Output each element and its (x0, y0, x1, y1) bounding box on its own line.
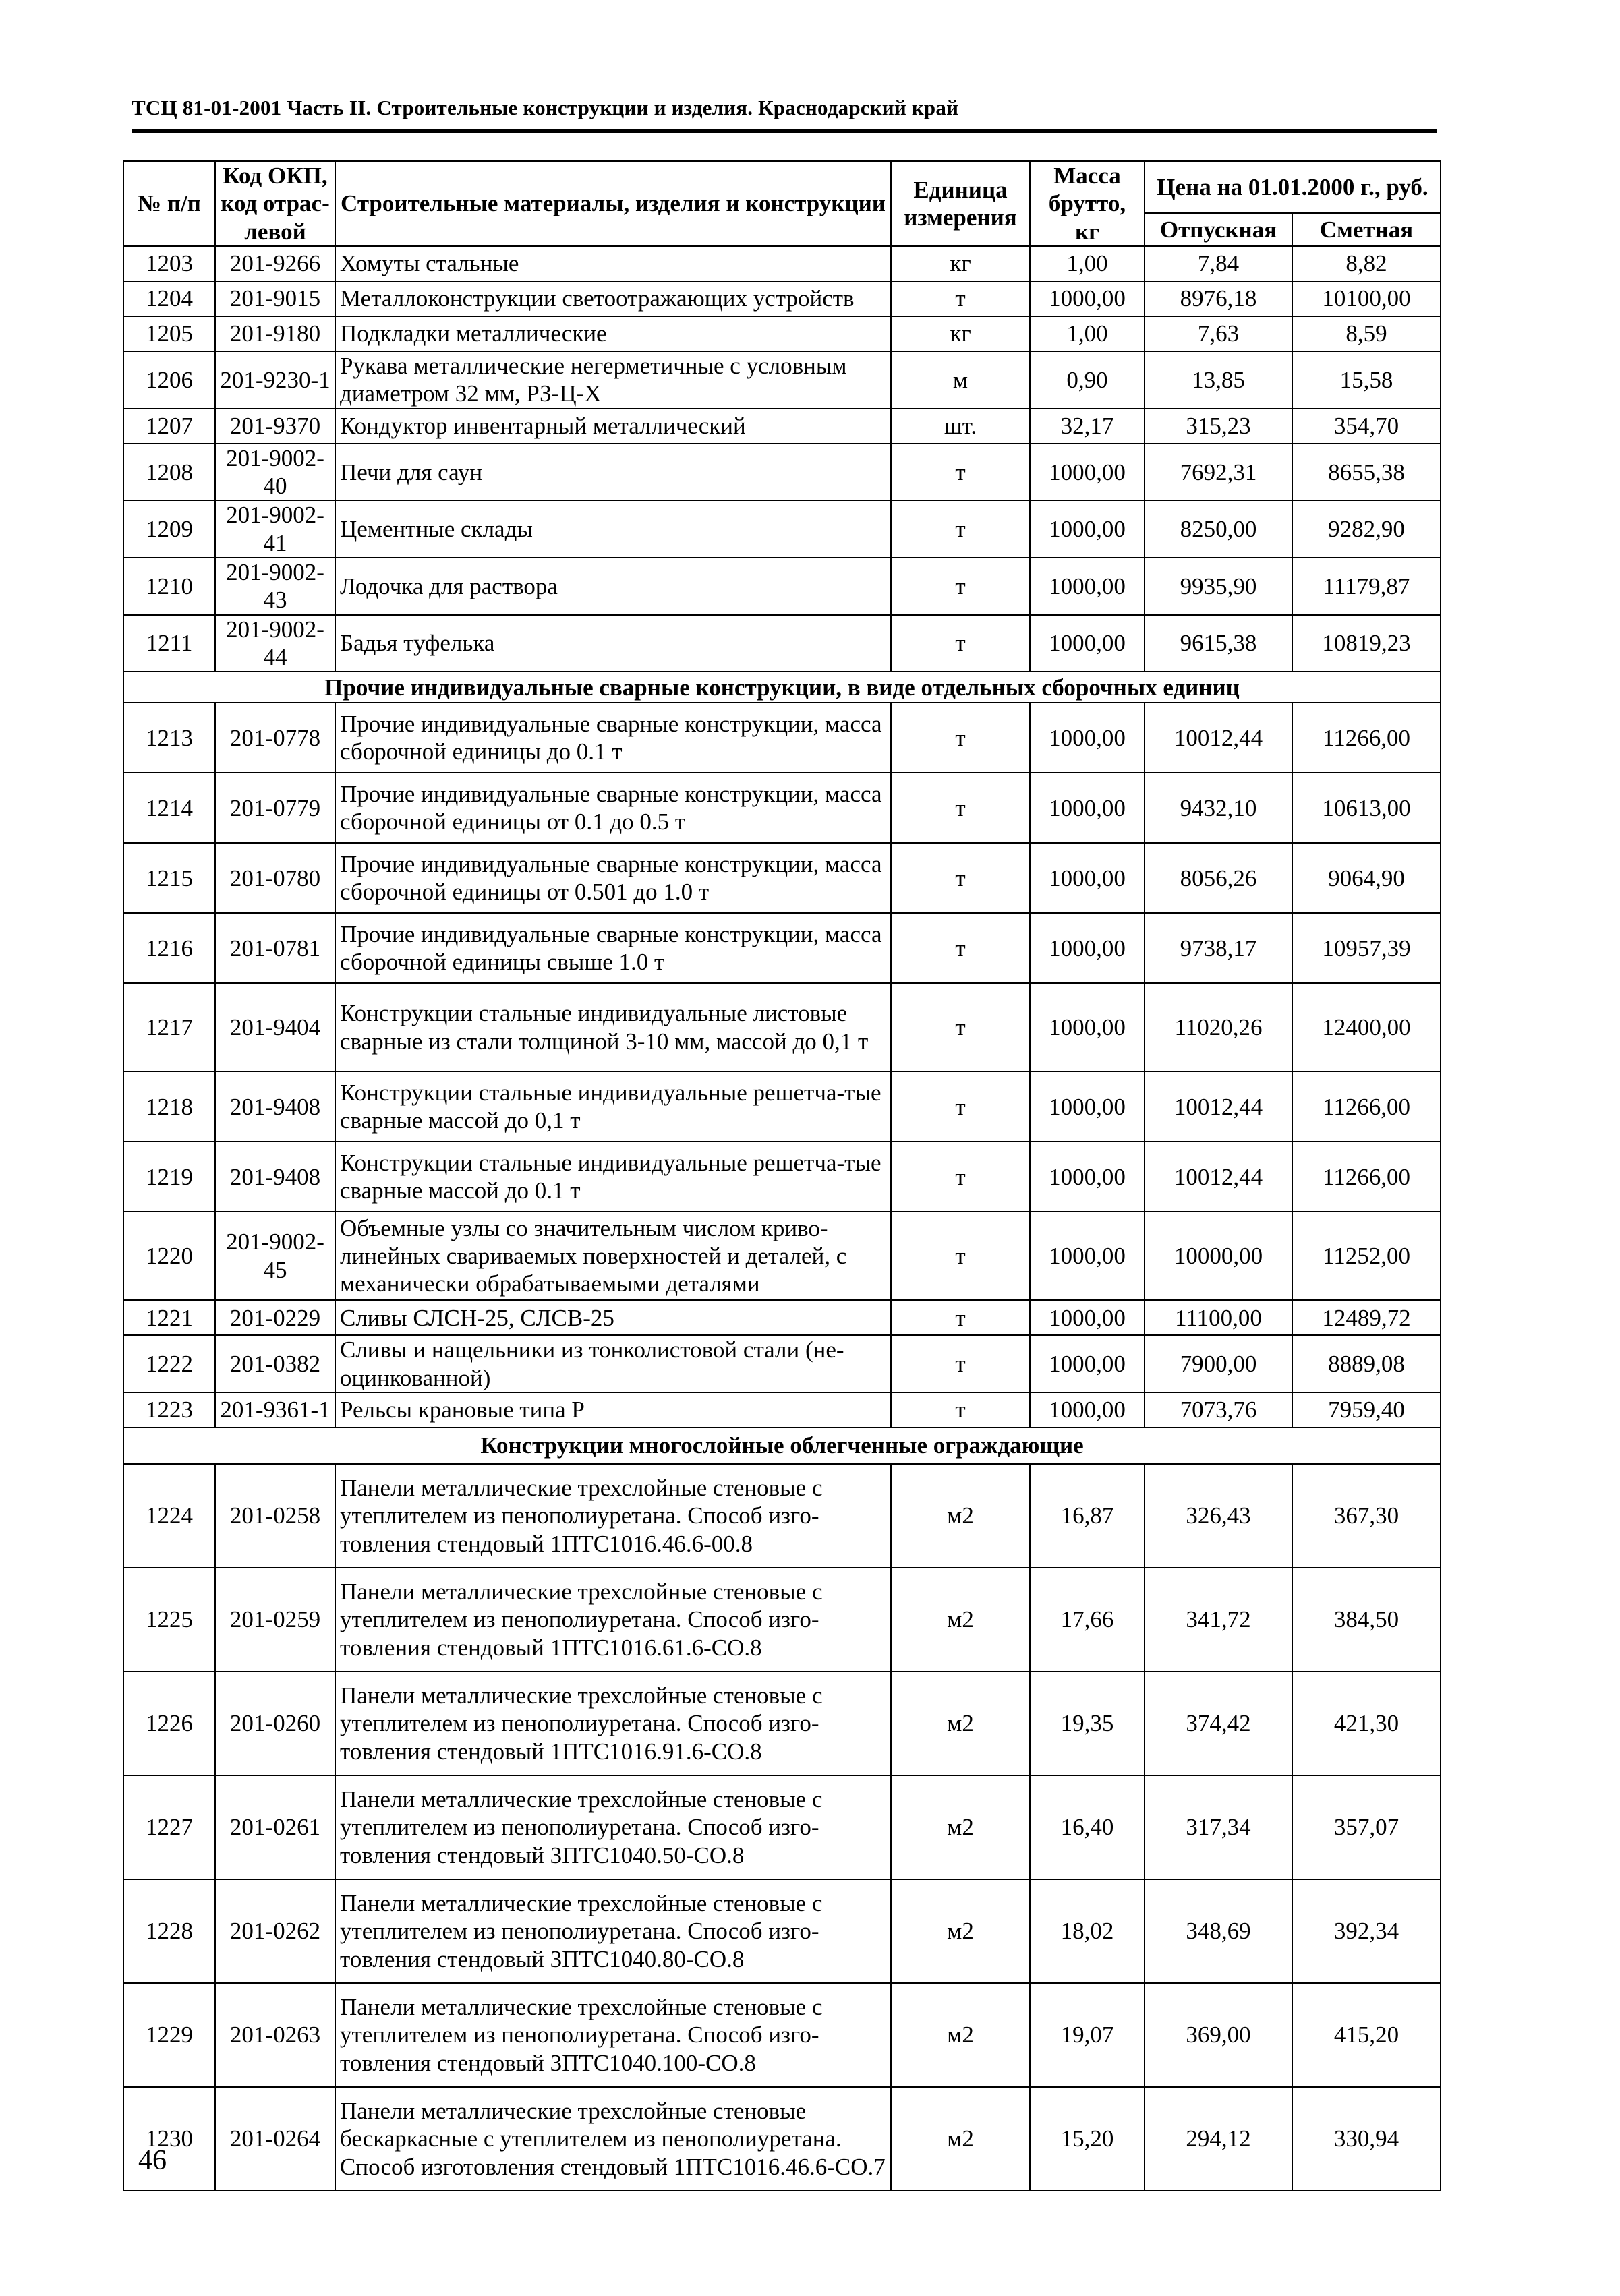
row-unit: т (891, 773, 1030, 843)
row-price-est: 10819,23 (1292, 615, 1441, 672)
table-row (123, 615, 1441, 672)
row-price-est: 8889,08 (1292, 1335, 1441, 1392)
section-title-multilayer: Конструкции многослойные облегченные ограждающие (123, 1427, 1441, 1464)
col-num-header: № п/п (123, 161, 215, 246)
row-code: 201-0382 (215, 1335, 335, 1392)
row-mass: 1000,00 (1030, 615, 1145, 672)
page-header: ТСЦ 81-01-2001 Часть II. Строительные конструкции и изделия. Краснодарский край (132, 96, 959, 119)
row-mass: 1000,00 (1030, 281, 1145, 316)
row-unit: т (891, 1212, 1030, 1300)
row-mass: 1000,00 (1030, 1212, 1145, 1300)
section-title-welded: Прочие индивидуальные сварные конструкции, в виде отдельных сборочных единиц (123, 672, 1441, 703)
row-code: 201-9361-1 (215, 1392, 335, 1427)
table-row (123, 2087, 1441, 2191)
row-unit: м2 (891, 1568, 1030, 1672)
row-unit: т (891, 1392, 1030, 1427)
row-num: 1230 (123, 2087, 215, 2191)
row-name: Сливы и нащельники из тонколистовой стали (не-оцинкованной) (335, 1335, 891, 1392)
row-code: 201-9408 (215, 1071, 335, 1142)
row-unit: кг (891, 316, 1030, 351)
row-code: 201-0262 (215, 1879, 335, 1983)
table-row (123, 246, 1441, 281)
row-num: 1221 (123, 1300, 215, 1335)
group3-body (123, 1464, 1441, 2191)
row-code: 201-0259 (215, 1568, 335, 1672)
group2-body (123, 703, 1441, 1427)
row-code: 201-9015 (215, 281, 335, 316)
row-mass: 1000,00 (1030, 913, 1145, 983)
row-unit: т (891, 558, 1030, 615)
row-mass: 1000,00 (1030, 1300, 1145, 1335)
col-code-header: Код ОКП, код отрас-левой (215, 161, 335, 246)
row-unit: м2 (891, 2087, 1030, 2191)
row-code: 201-9370 (215, 409, 335, 444)
row-price-est: 12400,00 (1292, 983, 1441, 1071)
row-price-out: 341,72 (1145, 1568, 1292, 1672)
row-unit: кг (891, 246, 1030, 281)
row-price-est: 12489,72 (1292, 1300, 1441, 1335)
row-name: Панели металлические трехслойные стеновые с утеплителем из пенополиуретана. Способ изго-товления стендовый 3ПТС1040.100-СО.8 (335, 1983, 891, 2087)
col-price-out-header: Отпускная (1145, 213, 1292, 246)
table-row (123, 1392, 1441, 1427)
row-code: 201-9230-1 (215, 351, 335, 409)
row-unit: м2 (891, 1464, 1030, 1568)
row-price-out: 11020,26 (1145, 983, 1292, 1071)
row-name: Конструкции стальные индивидуальные решетча-тые сварные массой до 0,1 т (335, 1071, 891, 1142)
row-mass: 1000,00 (1030, 500, 1145, 558)
row-mass: 16,40 (1030, 1775, 1145, 1879)
row-price-out: 10000,00 (1145, 1212, 1292, 1300)
row-name: Кондуктор инвентарный металлический (335, 409, 891, 444)
table-row (123, 444, 1441, 501)
row-num: 1214 (123, 773, 215, 843)
row-mass: 15,20 (1030, 2087, 1145, 2191)
price-table (123, 160, 1441, 2191)
row-mass: 1000,00 (1030, 1071, 1145, 1142)
row-code: 201-9002-43 (215, 558, 335, 615)
row-mass: 1000,00 (1030, 1392, 1145, 1427)
row-name: Цементные склады (335, 500, 891, 558)
row-name: Панели металлические трехслойные стеновые с утеплителем из пенополиуретана. Способ изго-товления стендовый 1ПТС1016.46.6-00.8 (335, 1464, 891, 1568)
row-mass: 1000,00 (1030, 1335, 1145, 1392)
col-price-group-header: Цена на 01.01.2000 г., руб. (1145, 161, 1441, 213)
row-name: Панели металлические трехслойные стеновые бескаркасные с утеплителем из пенополиуретана. Способ изготовления стендовый 1ПТС1016.46.6-СО.7 (335, 2087, 891, 2191)
row-price-out: 7,84 (1145, 246, 1292, 281)
row-code: 201-9002-41 (215, 500, 335, 558)
row-price-est: 9282,90 (1292, 500, 1441, 558)
row-price-out: 315,23 (1145, 409, 1292, 444)
row-price-est: 8,82 (1292, 246, 1441, 281)
row-num: 1207 (123, 409, 215, 444)
row-code: 201-9404 (215, 983, 335, 1071)
row-price-out: 8976,18 (1145, 281, 1292, 316)
row-price-est: 11252,00 (1292, 1212, 1441, 1300)
row-num: 1218 (123, 1071, 215, 1142)
col-name-header: Строительные материалы, изделия и конструкции (335, 161, 891, 246)
row-price-out: 374,42 (1145, 1672, 1292, 1775)
row-mass: 1,00 (1030, 316, 1145, 351)
row-code: 201-0778 (215, 703, 335, 773)
row-price-est: 10100,00 (1292, 281, 1441, 316)
row-unit: т (891, 500, 1030, 558)
row-price-est: 8,59 (1292, 316, 1441, 351)
row-unit: м2 (891, 1983, 1030, 2087)
row-code: 201-0260 (215, 1672, 335, 1775)
row-name: Панели металлические трехслойные стеновые с утеплителем из пенополиуретана. Способ изго-товления стендовый 1ПТС1016.91.6-СО.8 (335, 1672, 891, 1775)
row-price-out: 9935,90 (1145, 558, 1292, 615)
row-unit: м2 (891, 1879, 1030, 1983)
row-num: 1229 (123, 1983, 215, 2087)
table-row (123, 1335, 1441, 1392)
col-mass-header: Масса брутто, кг (1030, 161, 1145, 246)
header-rule (132, 129, 1437, 133)
table-row (123, 1300, 1441, 1335)
row-num: 1224 (123, 1464, 215, 1568)
row-name: Прочие индивидуальные сварные конструкции, масса сборочной единицы от 0.501 до 1.0 т (335, 843, 891, 913)
row-mass: 16,87 (1030, 1464, 1145, 1568)
group1-body (123, 246, 1441, 672)
row-mass: 32,17 (1030, 409, 1145, 444)
row-code: 201-0261 (215, 1775, 335, 1879)
row-price-out: 9615,38 (1145, 615, 1292, 672)
row-name: Объемные узлы со значительным числом криво-линейных свариваемых поверхностей и деталей, с механически обрабатываемыми деталями (335, 1212, 891, 1300)
row-price-est: 15,58 (1292, 351, 1441, 409)
row-price-out: 7692,31 (1145, 444, 1292, 501)
row-name: Прочие индивидуальные сварные конструкции, масса сборочной единицы до 0.1 т (335, 703, 891, 773)
row-price-out: 326,43 (1145, 1464, 1292, 1568)
row-price-out: 317,34 (1145, 1775, 1292, 1879)
row-price-est: 11266,00 (1292, 703, 1441, 773)
table-row (123, 1464, 1441, 1568)
row-price-out: 10012,44 (1145, 703, 1292, 773)
table-row (123, 703, 1441, 773)
row-mass: 1000,00 (1030, 983, 1145, 1071)
row-price-est: 384,50 (1292, 1568, 1441, 1672)
table-row (123, 281, 1441, 316)
row-name: Панели металлические трехслойные стеновые с утеплителем из пенополиуретана. Способ изго-товления стендовый 3ПТС1040.80-СО.8 (335, 1879, 891, 1983)
row-price-est: 8655,38 (1292, 444, 1441, 501)
row-price-out: 11100,00 (1145, 1300, 1292, 1335)
row-name: Прочие индивидуальные сварные конструкции, масса сборочной единицы от 0.1 до 0.5 т (335, 773, 891, 843)
row-price-out: 10012,44 (1145, 1071, 1292, 1142)
table-row (123, 773, 1441, 843)
row-name: Рельсы крановые типа Р (335, 1392, 891, 1427)
row-mass: 1000,00 (1030, 444, 1145, 501)
row-price-est: 10957,39 (1292, 913, 1441, 983)
table-row (123, 1672, 1441, 1775)
row-name: Металлоконструкции светоотражающих устройств (335, 281, 891, 316)
row-mass: 1000,00 (1030, 558, 1145, 615)
row-num: 1225 (123, 1568, 215, 1672)
row-name: Печи для саун (335, 444, 891, 501)
row-num: 1220 (123, 1212, 215, 1300)
row-name: Панели металлические трехслойные стеновые с утеплителем из пенополиуретана. Способ изго-товления стендовый 1ПТС1016.61.6-СО.8 (335, 1568, 891, 1672)
row-price-out: 10012,44 (1145, 1142, 1292, 1212)
row-price-est: 354,70 (1292, 409, 1441, 444)
row-unit: м2 (891, 1672, 1030, 1775)
table-row (123, 1142, 1441, 1212)
row-num: 1205 (123, 316, 215, 351)
table-row (123, 351, 1441, 409)
row-name: Панели металлические трехслойные стеновые с утеплителем из пенополиуретана. Способ изго-товления стендовый 3ПТС1040.50-СО.8 (335, 1775, 891, 1879)
row-price-est: 10613,00 (1292, 773, 1441, 843)
row-code: 201-0781 (215, 913, 335, 983)
col-price-est-header: Сметная (1292, 213, 1441, 246)
table-row (123, 500, 1441, 558)
row-unit: т (891, 983, 1030, 1071)
row-price-out: 369,00 (1145, 1983, 1292, 2087)
row-code: 201-9002-44 (215, 615, 335, 672)
table-row (123, 983, 1441, 1071)
row-name: Конструкции стальные индивидуальные листовые сварные из стали толщиной 3-10 мм, массой до 0,1 т (335, 983, 891, 1071)
table-row (123, 1983, 1441, 2087)
row-mass: 1000,00 (1030, 1142, 1145, 1212)
row-price-out: 13,85 (1145, 351, 1292, 409)
row-name: Подкладки металлические (335, 316, 891, 351)
row-unit: т (891, 703, 1030, 773)
row-price-est: 392,34 (1292, 1879, 1441, 1983)
row-num: 1203 (123, 246, 215, 281)
table-row (123, 1071, 1441, 1142)
row-mass: 18,02 (1030, 1879, 1145, 1983)
row-price-est: 11266,00 (1292, 1071, 1441, 1142)
row-price-est: 330,94 (1292, 2087, 1441, 2191)
page-number: 46 (138, 2145, 167, 2176)
row-code: 201-9266 (215, 246, 335, 281)
row-price-out: 7073,76 (1145, 1392, 1292, 1427)
row-code: 201-0258 (215, 1464, 335, 1568)
row-price-out: 8056,26 (1145, 843, 1292, 913)
row-unit: т (891, 843, 1030, 913)
row-unit: т (891, 1142, 1030, 1212)
row-num: 1219 (123, 1142, 215, 1212)
row-price-est: 11179,87 (1292, 558, 1441, 615)
row-num: 1204 (123, 281, 215, 316)
row-code: 201-9002-40 (215, 444, 335, 501)
row-price-est: 7959,40 (1292, 1392, 1441, 1427)
row-price-est: 11266,00 (1292, 1142, 1441, 1212)
row-unit: т (891, 444, 1030, 501)
row-code: 201-0263 (215, 1983, 335, 2087)
row-price-est: 9064,90 (1292, 843, 1441, 913)
row-num: 1215 (123, 843, 215, 913)
row-unit: т (891, 281, 1030, 316)
row-price-out: 294,12 (1145, 2087, 1292, 2191)
row-code: 201-0229 (215, 1300, 335, 1335)
row-unit: м (891, 351, 1030, 409)
table-row (123, 1568, 1441, 1672)
row-num: 1223 (123, 1392, 215, 1427)
row-name: Конструкции стальные индивидуальные решетча-тые сварные массой до 0.1 т (335, 1142, 891, 1212)
row-num: 1226 (123, 1672, 215, 1775)
row-num: 1209 (123, 500, 215, 558)
row-mass: 0,90 (1030, 351, 1145, 409)
row-unit: т (891, 1071, 1030, 1142)
row-price-out: 9738,17 (1145, 913, 1292, 983)
row-code: 201-9408 (215, 1142, 335, 1212)
row-unit: шт. (891, 409, 1030, 444)
row-unit: т (891, 913, 1030, 983)
row-mass: 19,35 (1030, 1672, 1145, 1775)
row-unit: т (891, 1300, 1030, 1335)
row-code: 201-9180 (215, 316, 335, 351)
row-code: 201-9002-45 (215, 1212, 335, 1300)
row-mass: 17,66 (1030, 1568, 1145, 1672)
row-price-est: 415,20 (1292, 1983, 1441, 2087)
row-price-est: 357,07 (1292, 1775, 1441, 1879)
col-unit-header: Единица измерения (891, 161, 1030, 246)
row-name: Рукава металлические негерметичные с условным диаметром 32 мм, РЗ-Ц-Х (335, 351, 891, 409)
row-num: 1211 (123, 615, 215, 672)
row-num: 1206 (123, 351, 215, 409)
row-price-out: 8250,00 (1145, 500, 1292, 558)
row-name: Хомуты стальные (335, 246, 891, 281)
row-mass: 1000,00 (1030, 773, 1145, 843)
row-price-est: 421,30 (1292, 1672, 1441, 1775)
row-num: 1213 (123, 703, 215, 773)
table-row (123, 843, 1441, 913)
row-price-out: 9432,10 (1145, 773, 1292, 843)
table-row (123, 316, 1441, 351)
row-mass: 1,00 (1030, 246, 1145, 281)
row-name: Лодочка для раствора (335, 558, 891, 615)
table-row (123, 1879, 1441, 1983)
row-name: Сливы СЛСН-25, СЛСВ-25 (335, 1300, 891, 1335)
row-price-out: 7,63 (1145, 316, 1292, 351)
table-row (123, 913, 1441, 983)
table-row (123, 1212, 1441, 1300)
table-row (123, 1775, 1441, 1879)
row-num: 1210 (123, 558, 215, 615)
row-code: 201-0780 (215, 843, 335, 913)
table-row (123, 558, 1441, 615)
row-num: 1208 (123, 444, 215, 501)
table-row (123, 409, 1441, 444)
row-code: 201-0264 (215, 2087, 335, 2191)
row-price-est: 367,30 (1292, 1464, 1441, 1568)
row-price-out: 348,69 (1145, 1879, 1292, 1983)
row-mass: 19,07 (1030, 1983, 1145, 2087)
row-num: 1227 (123, 1775, 215, 1879)
row-price-out: 7900,00 (1145, 1335, 1292, 1392)
row-name: Прочие индивидуальные сварные конструкции, масса сборочной единицы свыше 1.0 т (335, 913, 891, 983)
row-name: Бадья туфелька (335, 615, 891, 672)
row-unit: т (891, 1335, 1030, 1392)
row-unit: м2 (891, 1775, 1030, 1879)
row-num: 1217 (123, 983, 215, 1071)
row-unit: т (891, 615, 1030, 672)
row-code: 201-0779 (215, 773, 335, 843)
row-num: 1216 (123, 913, 215, 983)
row-num: 1228 (123, 1879, 215, 1983)
row-mass: 1000,00 (1030, 843, 1145, 913)
row-num: 1222 (123, 1335, 215, 1392)
row-mass: 1000,00 (1030, 703, 1145, 773)
